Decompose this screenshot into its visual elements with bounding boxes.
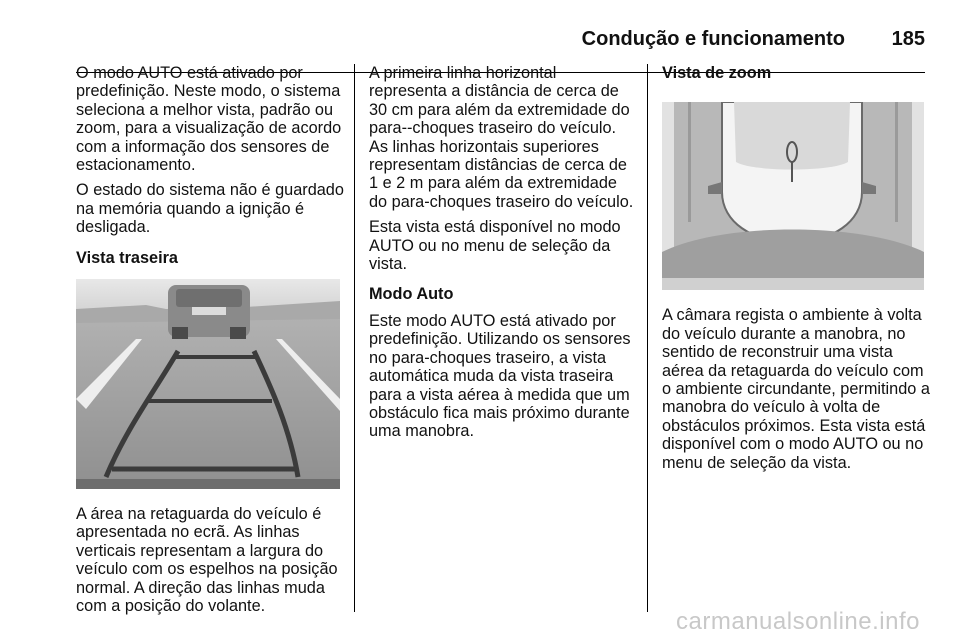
rear-view-camera-image	[76, 279, 340, 489]
paragraph: O estado do sistema não é guardado na memória quando a ignição é desligada.	[76, 181, 344, 237]
column-divider	[354, 64, 355, 612]
paragraph: A primeira linha horizontal representa a distância de cerca de 30 cm para além da extremidade do para--choques traseiro do veículo. As linhas horizontais superiores representam distâncias de cerca de 1 e 2 m para além da extremidade do para-choques traseiro do veículo.	[369, 64, 634, 211]
paragraph: Esta vista está disponível no modo AUTO ou no menu de seleção da vista.	[369, 218, 621, 274]
heading-auto-mode: Modo Auto	[369, 285, 454, 304]
heading-zoom-view: Vista de zoom	[662, 64, 772, 82]
column-right	[662, 64, 930, 479]
watermark: carmanualsonline.info	[676, 608, 920, 635]
paragraph: A área na retaguarda do veículo é apresentada no ecrã. As linhas verticais representam a largura do veículo com os espelhos na posição normal. A direção das linhas muda com a posição do volante.	[76, 505, 338, 616]
column-middle	[369, 64, 637, 448]
page-header	[76, 24, 925, 52]
section-title: Condução e funcionamento	[581, 28, 845, 50]
page-number: 185	[891, 28, 925, 50]
paragraph: O modo AUTO está ativado por predefinição. Neste modo, o sistema seleciona a melhor vista, padrão ou zoom, para a visualização de acordo com a informação dos sensores de estacionamento.	[76, 64, 342, 175]
zoom-view-camera-image	[662, 102, 924, 290]
column-left	[76, 64, 344, 623]
paragraph: A câmara regista o ambiente à volta do veículo durante a manobra, no sentido de reconstruir uma vista aérea da retaguarda do veículo com o ambiente circundante, permitindo a manobra do veículo à volta de obstáculos próximos. Esta vista está disponível com o modo AUTO ou no menu de seleção da vista.	[662, 306, 930, 472]
paragraph: Este modo AUTO está ativado por predefinição. Utilizando os sensores no para-choques traseiro, a vista automática muda da vista traseira para a vista aérea à medida que um obstáculo fica mais próximo durante uma manobra.	[369, 311, 631, 441]
heading-rear-view: Vista traseira	[76, 248, 178, 267]
column-divider	[647, 64, 648, 612]
